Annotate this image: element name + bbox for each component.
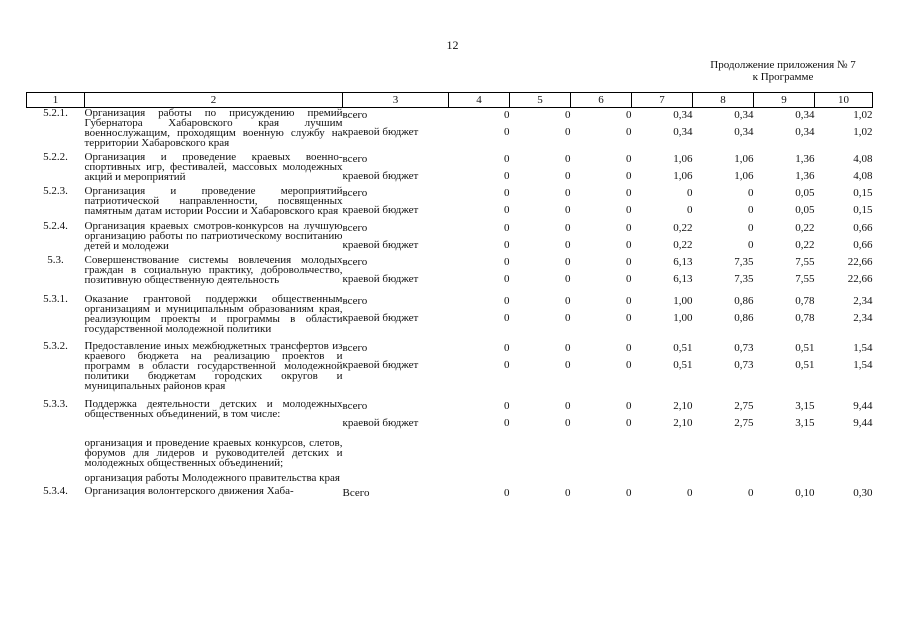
item-number: 5.2.4. [43,220,68,232]
amount-value: 1,00 [673,295,693,307]
funding-source [343,186,449,221]
amount-value: 1,02 [853,109,873,121]
amount-value: 2,75 [734,400,754,412]
amount-value: 0 [565,153,571,165]
value-cell [449,186,510,221]
item-description: Организация и проведение мероприятий патриотической направленности, посвященных памятным датам истории России и Хабаровского края [84,185,343,217]
amount-value: 0 [626,400,632,412]
amount-value: 0,86 [734,295,754,307]
item-number: 5.2.3. [43,185,68,197]
value-cell [693,108,754,153]
value-cell [815,186,873,221]
item-description: Предоставление иных межбюджетных трансфертов из краевого бюджета на реализацию проектов и программ в области государственной молодежной политики бюджетам городских округов и муниципальных районов края [84,340,343,392]
amount-value: 3,15 [795,417,815,429]
amount-value: 0 [626,153,632,165]
value-cell [693,152,754,186]
value-cell [815,294,873,341]
value-cell [815,399,873,433]
amount-value: 7,35 [734,256,754,268]
funding-source-label: всего [342,222,368,234]
amount-value: 0 [626,170,632,182]
value-cell [754,255,815,294]
amount-value: 0 [504,312,510,324]
amount-value: 0,34 [673,109,693,121]
amount-value: 0 [748,239,754,251]
appendix-continuation: Продолжение приложения № 7 [710,59,856,71]
value-cell [510,399,571,433]
amount-value: 9,44 [853,400,873,412]
funding-source [343,108,449,153]
amount-value: 0,51 [673,342,693,354]
amount-value: 4,08 [853,153,873,165]
item-number: 5.3.2. [43,340,68,352]
table-row [27,108,873,153]
amount-value: 0,05 [795,187,815,199]
table-row [27,255,873,294]
table-row [27,341,873,399]
item-number: 5.3.3. [43,398,68,410]
item-description: Организация и проведение краевых военно-спортивных игр, фестивалей, массовых молодежных акций и мероприятий [84,151,343,183]
appendix-program: к Программе [752,71,814,83]
item-number [27,468,85,486]
funding-source-label: краевой бюджет [342,359,419,371]
amount-value: 0,66 [853,222,873,234]
value-cell [693,255,754,294]
amount-value: 0 [626,417,632,429]
amount-value: 0 [626,487,632,499]
value-cell [754,294,815,341]
amount-value: 0 [626,295,632,307]
amount-value: 9,44 [853,417,873,429]
value-cell [449,221,510,255]
amount-value: 1,06 [673,170,693,182]
funding-source [343,341,449,399]
funding-source-label: Всего [342,487,370,499]
value-cell [754,341,815,399]
amount-value: 0 [626,109,632,121]
amount-value: 0,78 [795,295,815,307]
amount-value: 0 [626,273,632,285]
amount-value: 0 [504,109,510,121]
amount-value: 1,36 [795,170,815,182]
value-cell [632,255,693,294]
amount-value: 6,13 [673,273,693,285]
amount-value: 0 [504,222,510,234]
value-cell [510,294,571,341]
amount-value: 0 [504,295,510,307]
value-cell [571,399,632,433]
amount-value: 0,34 [673,126,693,138]
amount-value: 22,66 [847,256,873,268]
funding-source-label: всего [342,342,368,354]
item-number: 5.2.2. [43,151,68,163]
value-cell [754,399,815,433]
value-cell [754,433,815,468]
amount-value: 0 [565,256,571,268]
value-cell [510,152,571,186]
value-cell [815,341,873,399]
value-cell [449,294,510,341]
amount-value: 22,66 [847,273,873,285]
value-cell [815,152,873,186]
value-cell [510,433,571,468]
value-cell [632,486,693,503]
value-cell [815,486,873,503]
amount-value: 0 [626,187,632,199]
amount-value: 0 [626,342,632,354]
column-header: 7 [632,93,693,108]
table-subrow [27,433,873,468]
item-number: 5.3.4. [43,485,68,497]
value-cell [693,186,754,221]
value-cell [571,186,632,221]
amount-value: 0 [565,487,571,499]
amount-value: 0 [504,126,510,138]
amount-value: 1,54 [853,359,873,371]
amount-value: 0,51 [795,342,815,354]
amount-value: 0 [687,487,693,499]
amount-value: 0 [748,187,754,199]
amount-value: 0 [626,359,632,371]
amount-value: 0 [504,400,510,412]
value-cell [754,486,815,503]
table-row [27,186,873,221]
value-cell [510,341,571,399]
amount-value: 0 [626,126,632,138]
amount-value: 0 [504,273,510,285]
value-cell [693,294,754,341]
value-cell [449,486,510,503]
amount-value: 7,35 [734,273,754,285]
table-row [27,399,873,433]
amount-value: 0 [504,256,510,268]
funding-source [343,294,449,341]
value-cell [449,152,510,186]
table-subrow [27,468,873,486]
amount-value: 0,10 [795,487,815,499]
amount-value: 2,34 [853,312,873,324]
column-header: 8 [693,93,754,108]
value-cell [632,186,693,221]
amount-value: 0 [626,204,632,216]
column-header: 6 [571,93,632,108]
amount-value: 0 [565,222,571,234]
value-cell [693,341,754,399]
value-cell [693,221,754,255]
value-cell [815,221,873,255]
funding-source-label: краевой бюджет [342,170,419,182]
amount-value: 2,34 [853,295,873,307]
value-cell [449,108,510,153]
amount-value: 0 [565,295,571,307]
amount-value: 0 [565,359,571,371]
funding-source [343,486,449,503]
amount-value: 0,34 [734,126,754,138]
funding-source-label: всего [342,400,368,412]
item-number [27,433,85,468]
amount-value: 0 [565,126,571,138]
amount-value: 0 [626,256,632,268]
value-cell [510,255,571,294]
amount-value: 0 [565,204,571,216]
column-header: 4 [449,93,510,108]
amount-value: 0,22 [673,239,693,251]
amount-value: 0 [565,239,571,251]
funding-source-label: краевой бюджет [342,312,419,324]
funding-source-label: всего [342,295,368,307]
value-cell [754,152,815,186]
amount-value: 0 [504,487,510,499]
amount-value: 0 [565,400,571,412]
amount-value: 0,15 [853,204,873,216]
amount-value: 0 [504,187,510,199]
value-cell [449,399,510,433]
amount-value: 1,02 [853,126,873,138]
value-cell [449,433,510,468]
value-cell [571,255,632,294]
amount-value: 0,05 [795,204,815,216]
item-description: Совершенствование системы вовлечения молодых граждан в социальную практику, добровольчество, позитивную общественную деятельность [84,254,343,286]
amount-value: 2,10 [673,400,693,412]
funding-source-label: краевой бюджет [342,417,419,429]
amount-value: 3,15 [795,400,815,412]
value-cell [632,108,693,153]
amount-value: 0,66 [853,239,873,251]
amount-value: 2,10 [673,417,693,429]
amount-value: 0 [626,312,632,324]
value-cell [632,341,693,399]
item-number: 5.3. [47,254,64,266]
value-cell [571,108,632,153]
column-header: 2 [85,93,343,108]
amount-value: 0 [565,187,571,199]
value-cell [693,486,754,503]
value-cell [632,221,693,255]
amount-value: 0 [565,170,571,182]
value-cell [632,399,693,433]
value-cell [449,255,510,294]
funding-source [343,468,449,486]
amount-value: 0,73 [734,342,754,354]
item-description: Оказание грантовой поддержки общественным организациям и муниципальным образованиям края, реализующим проекты и программы в области государственной молодежной политики [84,293,343,335]
appendix-caption [690,59,876,83]
value-cell [571,433,632,468]
amount-value: 0 [687,204,693,216]
amount-value: 0 [504,239,510,251]
funding-source-label: всего [342,256,368,268]
amount-value: 0,34 [795,109,815,121]
amount-value: 0,86 [734,312,754,324]
value-cell [815,433,873,468]
funding-table [26,92,873,503]
value-cell [449,341,510,399]
value-cell [510,186,571,221]
value-cell [754,108,815,153]
value-cell [815,108,873,153]
table-row [27,221,873,255]
value-cell [632,468,693,486]
amount-value: 0,78 [795,312,815,324]
amount-value: 1,06 [673,153,693,165]
amount-value: 0,22 [795,222,815,234]
amount-value: 0 [504,153,510,165]
amount-value: 1,00 [673,312,693,324]
funding-source-label: всего [342,187,368,199]
funding-source-label: краевой бюджет [342,273,419,285]
amount-value: 0,51 [795,359,815,371]
column-header: 5 [510,93,571,108]
funding-source-label: всего [342,109,368,121]
table-row [27,294,873,341]
amount-value: 0 [565,109,571,121]
amount-value: 2,75 [734,417,754,429]
funding-source [343,433,449,468]
funding-source [343,152,449,186]
amount-value: 0 [504,359,510,371]
value-cell [815,468,873,486]
funding-source-label: краевой бюджет [342,239,419,251]
column-header: 10 [815,93,873,108]
value-cell [510,108,571,153]
value-cell [693,399,754,433]
value-cell [571,294,632,341]
amount-value: 1,06 [734,153,754,165]
item-number: 5.2.1. [43,107,68,119]
item-description: организация и проведение краевых конкурсов, слетов, форумов для лидеров и руководителей детских и молодежных общественных объединений; [84,437,343,469]
table-row [27,486,873,503]
column-header: 1 [27,93,85,108]
amount-value: 0 [565,342,571,354]
column-header: 3 [343,93,449,108]
amount-value: 7,55 [795,273,815,285]
amount-value: 1,06 [734,170,754,182]
funding-source [343,255,449,294]
amount-value: 0 [748,487,754,499]
item-description: Организация работы по присуждению премий Губернатора Хабаровского края лучшим военнослужащим, проходящим военную службу на территории Хабаровского края [84,107,343,149]
amount-value: 1,36 [795,153,815,165]
amount-value: 0 [626,239,632,251]
table-body [27,108,873,504]
funding-source-label: всего [342,153,368,165]
funding-source [343,221,449,255]
item-number: 5.3.1. [43,293,68,305]
value-cell [754,221,815,255]
amount-value: 0 [565,273,571,285]
amount-value: 0 [504,204,510,216]
value-cell [754,468,815,486]
amount-value: 0 [748,204,754,216]
item-description: организация работы Молодежного правительства края [84,472,340,484]
funding-source-label: краевой бюджет [342,126,419,138]
value-cell [449,468,510,486]
value-cell [754,186,815,221]
value-cell [571,341,632,399]
amount-value: 1,54 [853,342,873,354]
value-cell [510,486,571,503]
amount-value: 0,34 [795,126,815,138]
amount-value: 0,22 [795,239,815,251]
value-cell [571,152,632,186]
value-cell [632,152,693,186]
value-cell [510,468,571,486]
value-cell [632,294,693,341]
value-cell [693,433,754,468]
funding-source [343,399,449,433]
item-description: Поддержка деятельности детских и молодежных общественных объединений, в том числе: [84,398,343,420]
value-cell [815,255,873,294]
value-cell [632,433,693,468]
item-description: Организация краевых смотров-конкурсов на лучшую организацию работы по патриотическому воспитанию детей и молодежи [84,220,343,252]
value-cell [571,221,632,255]
amount-value: 0 [504,417,510,429]
amount-value: 0 [565,417,571,429]
amount-value: 0 [748,222,754,234]
amount-value: 0,22 [673,222,693,234]
table-row [27,152,873,186]
amount-value: 0,15 [853,187,873,199]
value-cell [510,221,571,255]
amount-value: 0 [504,342,510,354]
amount-value: 0 [687,187,693,199]
funding-source-label: краевой бюджет [342,204,419,216]
value-cell [693,468,754,486]
page-number: 12 [446,38,459,52]
column-number-row [27,93,873,108]
amount-value: 6,13 [673,256,693,268]
value-cell [571,468,632,486]
item-description: Организация волонтерского движения Хаба- [84,485,294,497]
value-cell [571,486,632,503]
amount-value: 4,08 [853,170,873,182]
amount-value: 0,30 [853,487,873,499]
amount-value: 7,55 [795,256,815,268]
amount-value: 0 [504,170,510,182]
amount-value: 0 [626,222,632,234]
amount-value: 0 [565,312,571,324]
column-header: 9 [754,93,815,108]
amount-value: 0,34 [734,109,754,121]
amount-value: 0,51 [673,359,693,371]
amount-value: 0,73 [734,359,754,371]
